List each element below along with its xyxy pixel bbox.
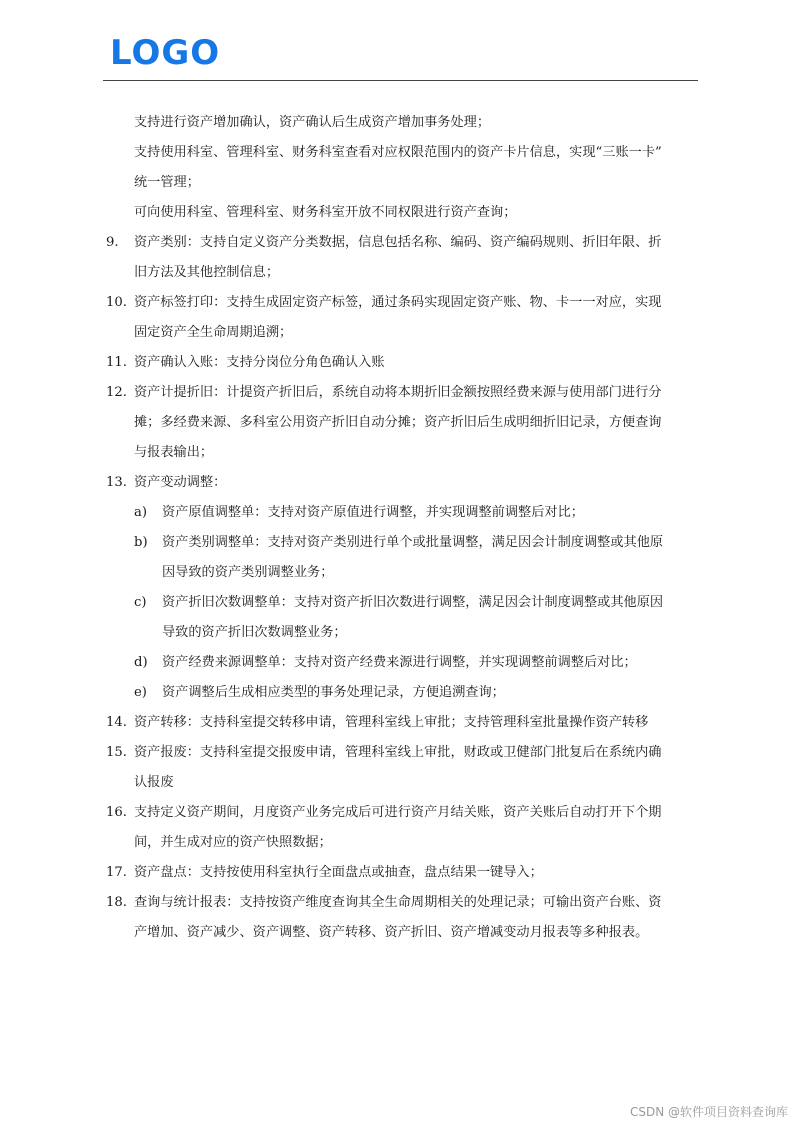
list-item-continuation [0,918,800,948]
list-item-text: 资产变动调整： [134,475,227,490]
list-item-text: 资产计提折旧：计提资产折旧后，系统自动将本期折旧金额按照经费来源与使用部门进行分 [134,385,662,400]
list-number: 18. [106,895,127,910]
list-item-text: 间，并生成对应的资产快照数据； [134,835,332,850]
paragraph-line [0,198,800,228]
paragraph-line [0,138,800,168]
sub-list-item [0,528,800,558]
paragraph-line [0,168,800,198]
list-number: 9. [106,235,119,250]
list-item [0,288,800,318]
list-number: 13. [106,475,127,490]
list-item-text: 支持定义资产期间，月度资产业务完成后可进行资产月结关账，资产关账后自动打开下个期 [134,805,662,820]
list-item-text: 旧方法及其他控制信息； [134,265,280,280]
sub-list-label: e) [134,685,147,700]
list-item [0,708,800,738]
list-item-text: 与报表输出； [134,445,214,460]
logo: LOGO [110,33,221,73]
sub-list-item [0,648,800,678]
sub-list-item [0,498,800,528]
sub-list-label: b) [134,535,148,550]
list-item [0,348,800,378]
sub-list-continuation [0,558,800,588]
sub-list-text: 资产类别调整单：支持对资产类别进行单个或批量调整，满足因会计制度调整或其他原 [162,535,664,550]
list-item-text: 资产报废：支持科室提交报废申请，管理科室线上审批，财政或卫健部门批复后在系统内确 [134,745,662,760]
list-number: 11. [106,355,127,370]
header-divider [103,80,698,81]
list-item-text: 资产类别：支持自定义资产分类数据，信息包括名称、编码、资产编码规则、折旧年限、折 [134,235,662,250]
list-number: 12. [106,385,127,400]
list-item-text: 摊；多经费来源、多科室公用资产折旧自动分摊；资产折旧后生成明细折旧记录，方便查询 [134,415,662,430]
list-item-continuation [0,408,800,438]
list-item [0,228,800,258]
list-item-continuation [0,318,800,348]
list-item [0,738,800,768]
paragraph-text: 统一管理； [134,175,200,190]
list-number: 10. [106,295,127,310]
paragraph-line [0,108,800,138]
list-item-continuation [0,768,800,798]
sub-list-text: 因导致的资产类别调整业务； [162,565,334,580]
list-item-continuation [0,438,800,468]
sub-list-text: 资产经费来源调整单：支持对资产经费来源进行调整，并实现调整前调整后对比； [162,655,637,670]
list-item-text: 资产确认入账：支持分岗位分角色确认入账 [134,355,385,370]
list-item-continuation [0,258,800,288]
sub-list-text: 导致的资产折旧次数调整业务； [162,625,347,640]
list-number: 17. [106,865,127,880]
sub-list-continuation [0,618,800,648]
list-item [0,858,800,888]
watermark: CSDN @软件项目资料查询库 [629,1105,788,1119]
sub-list-label: d) [134,655,148,670]
list-item-continuation [0,828,800,858]
sub-list-text: 资产调整后生成相应类型的事务处理记录，方便追溯查询； [162,685,505,700]
sub-list-label: c) [134,595,147,610]
list-item [0,378,800,408]
paragraph-text: 支持进行资产增加确认，资产确认后生成资产增加事务处理； [134,115,491,130]
paragraph-text: 可向使用科室、管理科室、财务科室开放不同权限进行资产查询； [134,205,517,220]
paragraph-text: 支持使用科室、管理科室、财务科室查看对应权限范围内的资产卡片信息，实现“三账一卡” [134,145,662,160]
sub-list-text: 资产折旧次数调整单：支持对资产折旧次数进行调整，满足因会计制度调整或其他原因 [162,595,664,610]
sub-list-item [0,678,800,708]
list-item-text: 产增加、资产减少、资产调整、资产转移、资产折旧、资产增减变动月报表等多种报表。 [134,925,649,940]
list-number: 16. [106,805,127,820]
list-item [0,468,800,498]
sub-list-text: 资产原值调整单：支持对资产原值进行调整，并实现调整前调整后对比； [162,505,584,520]
list-number: 15. [106,745,127,760]
list-item-text: 资产标签打印：支持生成固定资产标签，通过条码实现固定资产账、物、卡一一对应，实现 [134,295,662,310]
list-item-text: 认报废 [134,775,174,790]
list-number: 14. [106,715,127,730]
sub-list-label: a) [134,505,148,520]
document-body [0,108,800,948]
list-item-text: 资产盘点：支持按使用科室执行全面盘点或抽查，盘点结果一键导入； [134,865,543,880]
list-item [0,888,800,918]
list-item-text: 资产转移：支持科室提交转移申请，管理科室线上审批；支持管理科室批量操作资产转移 [134,715,649,730]
list-item-text: 查询与统计报表：支持按资产维度查询其全生命周期相关的处理记录；可输出资产台账、资 [134,895,662,910]
list-item-text: 固定资产全生命周期追溯； [134,325,293,340]
list-item [0,798,800,828]
sub-list-item [0,588,800,618]
